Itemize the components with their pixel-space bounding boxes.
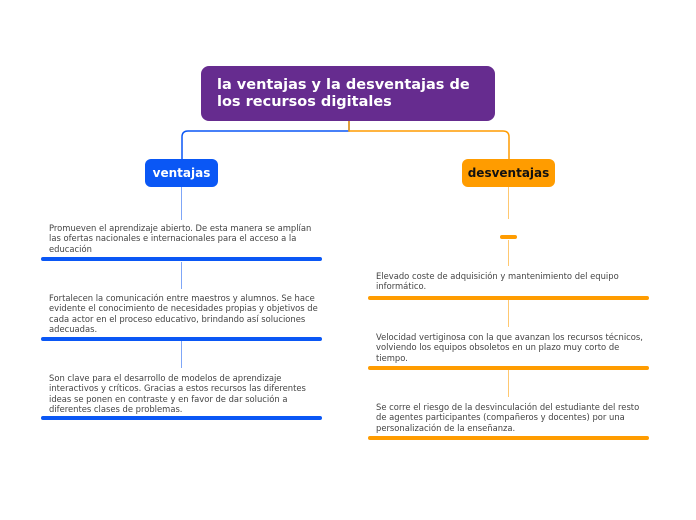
root-topic-label: la ventajas y la desventajas de los recursos digitales bbox=[217, 77, 470, 110]
desventajas-item-2-text: Velocidad vertiginosa con la que avanzan los recursos técnicos, volviendo los equipos obsoletos en un plazo muy corto de tiempo. bbox=[376, 332, 643, 363]
branch-desventajas-label: desventajas bbox=[467, 166, 550, 180]
branch-ventajas-label: ventajas bbox=[152, 166, 211, 180]
root-topic[interactable] bbox=[201, 66, 495, 121]
desventajas-empty-node-bar bbox=[500, 235, 517, 239]
ventajas-item-1-underline bbox=[41, 257, 322, 261]
desventajas-item-1-underline bbox=[368, 296, 649, 300]
desventajas-item-3-underline bbox=[368, 436, 649, 440]
branch-desventajas[interactable] bbox=[462, 159, 555, 187]
ventajas-item-2-underline bbox=[41, 337, 322, 341]
desventajas-item-3-text: Se corre el riesgo de la desvinculación del estudiante del resto de agentes participantes (compañeros y docentes) por una personalización de la enseñanza. bbox=[376, 402, 640, 433]
ventajas-item-3-underline bbox=[41, 416, 322, 420]
desventajas-item-1-text: Elevado coste de adquisición y mantenimiento del equipo informático. bbox=[376, 271, 619, 292]
desventajas-item-2-underline bbox=[368, 366, 649, 370]
ventajas-item-1-text: Promueven el aprendizaje abierto. De esta manera se amplían las ofertas nacionales e internacionales para el acceso a la educación bbox=[49, 223, 312, 254]
ventajas-item-2-text: Fortalecen la comunicación entre maestros y alumnos. Se hace evidente el conocimiento de necesidades propias y objetivos de cada actor en el proceso educativo, brindando así soluciones adecuadas. bbox=[49, 293, 318, 334]
branch-ventajas[interactable] bbox=[145, 159, 218, 187]
ventajas-item-3-text: Son clave para el desarrollo de modelos de aprendizaje interactivos y críticos. Gracias a estos recursos las diferentes ideas se ponen en contraste y en favor de dar solución a diferentes clases de problemas. bbox=[49, 373, 306, 414]
